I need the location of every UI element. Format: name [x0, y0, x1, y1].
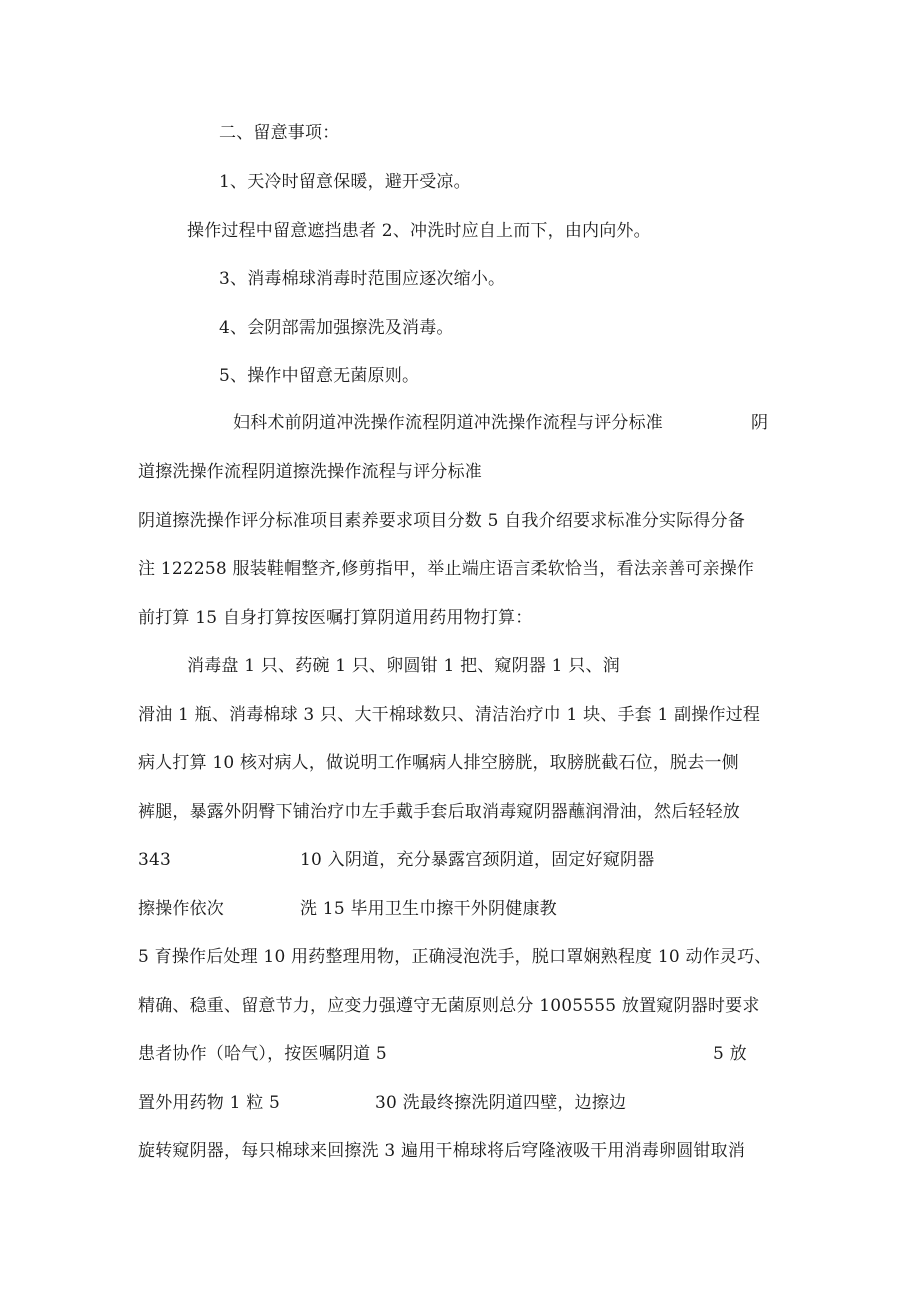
body-line-12a: 患者协作（哈气），按医嘱阴道 5: [138, 1044, 387, 1064]
body-line-1: 阴道擦洗操作评分标准项目素养要求项目分数 5 自我介绍要求标准分实际得分备: [138, 511, 746, 531]
body-line-9a: 擦操作依次: [138, 899, 224, 919]
note-item-4: 4、会阴部需加强擦洗及消毒。: [219, 318, 454, 338]
title-line-1-tail: 阴: [751, 413, 769, 433]
body-line-13b: 30 洗最终擦洗阴道四壁，边擦边: [375, 1093, 627, 1113]
note-item-3: 3、消毒棉球消毒时范围应逐次缩小。: [219, 269, 506, 289]
note-item-5: 5、操作中留意无菌原则。: [219, 366, 420, 386]
body-line-5: 滑油 1 瓶、消毒棉球 3 只、大干棉球数只、清洁治疗巾 1 块、手套 1 副操作过程: [138, 705, 761, 725]
body-line-10: 5 育操作后处理 10 用药整理用物，正确浸泡洗手，脱口罩娴熟程度 10 动作灵巧、: [138, 947, 772, 967]
body-line-8b: 10 入阴道，充分暴露宫颈阴道，固定好窥阴器: [300, 850, 655, 870]
body-line-13a: 置外用药物 1 粒 5: [138, 1093, 281, 1113]
body-line-8a: 343: [138, 850, 172, 870]
title-line-1: 妇科术前阴道冲洗操作流程阴道冲洗操作流程与评分标准: [233, 413, 663, 433]
body-line-12b: 5 放: [713, 1044, 747, 1064]
body-line-3: 前打算 15 自身打算按医嘱打算阴道用药用物打算：: [138, 608, 533, 628]
body-line-4: 消毒盘 1 只、药碗 1 只、卵圆钳 1 把、窥阴器 1 只、润: [187, 656, 620, 676]
note-item-1: 1、天冷时留意保暖，避开受凉。: [219, 172, 471, 192]
body-line-9b: 洗 15 毕用卫生巾擦干外阴健康教: [300, 899, 557, 919]
body-line-7: 裤腿，暴露外阴臀下铺治疗巾左手戴手套后取消毒窥阴器蘸润滑油，然后轻轻放: [138, 802, 740, 822]
title-line-2: 道擦洗操作流程阴道擦洗操作流程与评分标准: [138, 462, 482, 482]
body-line-11: 精确、稳重、留意节力，应变力强遵守无菌原则总分 1005555 放置窥阴器时要求: [138, 996, 760, 1016]
body-line-2: 注 122258 服装鞋帽整齐,修剪指甲，举止端庄语言柔软恰当，看法亲善可亲操作: [138, 559, 755, 579]
body-line-14: 旋转窥阴器，每只棉球来回擦洗 3 遍用干棉球将后穹隆液吸干用消毒卵圆钳取消: [138, 1141, 746, 1161]
note-item-2-line: 操作过程中留意遮挡患者 2、冲洗时应自上而下，由内向外。: [187, 221, 651, 241]
body-line-6: 病人打算 10 核对病人，做说明工作嘱病人排空膀胱，取膀胱截石位，脱去一侧: [138, 753, 739, 773]
notes-heading: 二、留意事项：: [219, 123, 340, 143]
